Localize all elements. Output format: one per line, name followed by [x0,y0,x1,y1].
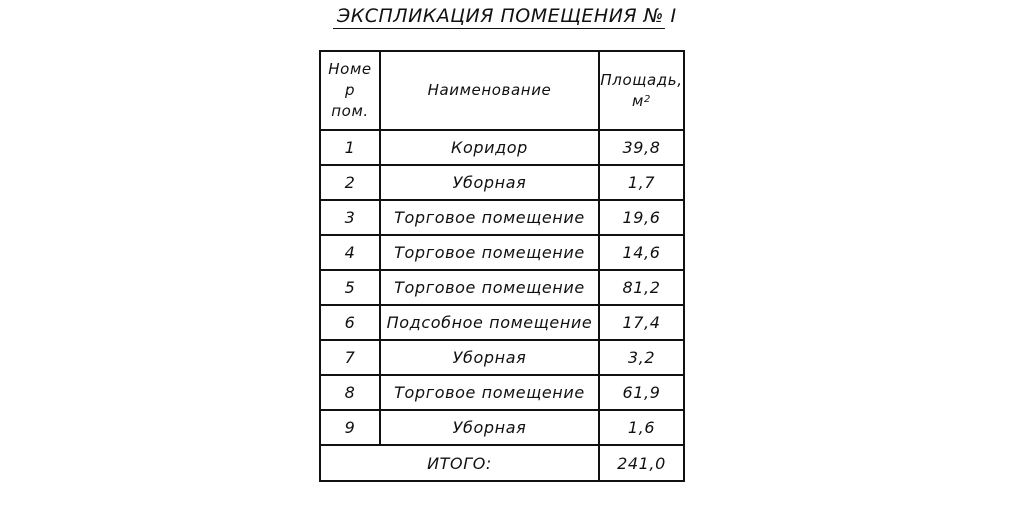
table-row [320,410,684,445]
header-name: Наименование [380,51,599,130]
cell-room-name: Торговое помещение [380,235,599,270]
table-row [320,270,684,305]
cell-room-name: Подсобное помещение [380,305,599,340]
cell-room-area: 19,6 [599,200,684,235]
cell-room-number: 2 [320,165,380,200]
cell-room-name: Уборная [380,165,599,200]
cell-room-number: 6 [320,305,380,340]
total-value: 241,0 [599,445,684,481]
document-title: ЭКСПЛИКАЦИЯ ПОМЕЩЕНИЯ № I [337,5,677,27]
cell-room-name: Уборная [380,410,599,445]
header-area-unit-sup: 2 [643,93,651,105]
cell-room-number: 8 [320,375,380,410]
table-row [320,375,684,410]
cell-room-name: Торговое помещение [380,200,599,235]
table-row [320,305,684,340]
table-row [320,130,684,165]
cell-room-number: 4 [320,235,380,270]
cell-room-name: Уборная [380,340,599,375]
cell-room-name: Торговое помещение [380,375,599,410]
total-label: ИТОГО: [320,445,599,481]
title-underline [333,28,665,29]
cell-room-number: 5 [320,270,380,305]
cell-room-area: 61,9 [599,375,684,410]
cell-room-name: Торговое помещение [380,270,599,305]
table-row [320,235,684,270]
table-body [320,130,684,445]
header-area [599,51,684,130]
header-room-number-line2: р [344,81,356,99]
cell-room-area: 1,7 [599,165,684,200]
table-row [320,200,684,235]
cell-room-area: 39,8 [599,130,684,165]
table-row [320,165,684,200]
cell-room-number: 7 [320,340,380,375]
cell-room-area: 3,2 [599,340,684,375]
cell-room-area: 17,4 [599,305,684,340]
cell-room-number: 1 [320,130,380,165]
cell-room-area: 81,2 [599,270,684,305]
total-row [320,445,684,481]
cell-room-number: 9 [320,410,380,445]
cell-room-area: 14,6 [599,235,684,270]
header-area-line1: Площадь, [600,70,683,89]
table-row [320,340,684,375]
cell-room-name: Коридор [380,130,599,165]
cell-room-number: 3 [320,200,380,235]
header-room-number-line1: Номе [328,60,372,78]
header-room-number-line3: пом. [331,102,369,120]
header-area-unit: м [632,91,644,110]
header-room-number [320,51,380,130]
explication-table [319,50,685,482]
cell-room-area: 1,6 [599,410,684,445]
table-header-row [320,51,684,130]
